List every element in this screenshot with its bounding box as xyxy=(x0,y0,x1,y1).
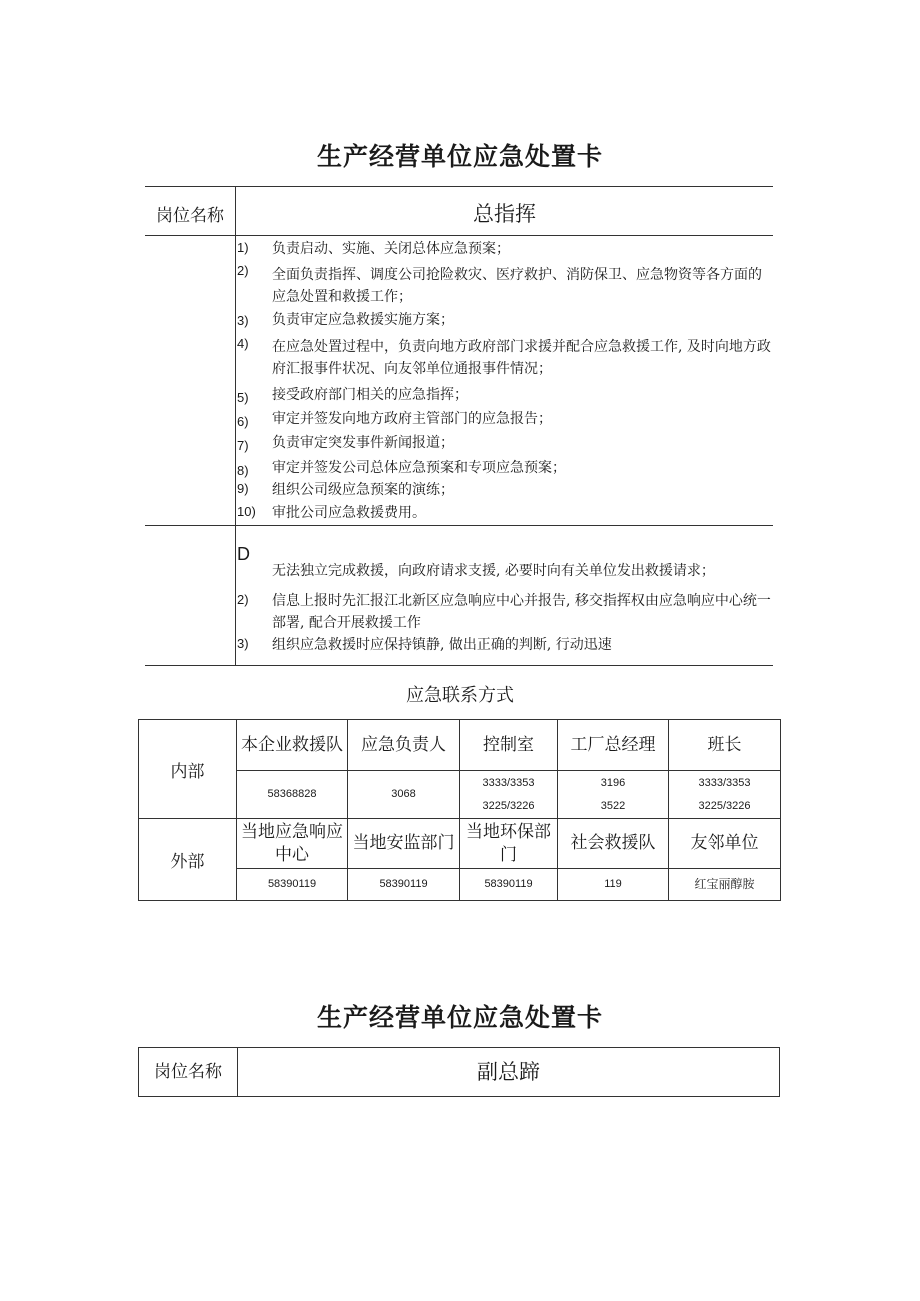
internal-value xyxy=(348,771,460,819)
phone-number: 3225/3226 xyxy=(698,799,751,812)
position-value: 总指挥 xyxy=(473,202,536,226)
phone-number: 3196 xyxy=(600,776,626,789)
duty-text: 接受政府部门相关的应急指挥； xyxy=(272,387,468,403)
external-value: 58390119 xyxy=(237,869,348,901)
duty-text: 负责启动、实施、关闭总体应急预案； xyxy=(272,241,510,257)
external-header: 社会救援队 xyxy=(558,819,669,869)
duty-number: 9) xyxy=(237,481,249,496)
note-text: 组织应急救援时应保持镇静, 做出正确的判断, 行动迅速 xyxy=(272,637,612,653)
external-value: 119 xyxy=(558,869,669,901)
external-header: 友邻单位 xyxy=(669,819,781,869)
note-number: 3) xyxy=(237,636,249,651)
duty-text: 负责审定应急救援实施方案； xyxy=(272,312,454,328)
contacts-title: 应急联系方式 xyxy=(406,685,514,706)
phone-number: 3522 xyxy=(600,799,626,812)
table-row xyxy=(139,720,781,771)
duty-text: 全面负责指挥、调度公司抢险救灾、医疗救护、消防保卫、应急物资等各方面的应急处置和救援工作； xyxy=(272,267,762,305)
duty-number: 4) xyxy=(237,336,249,351)
emergency-card-deputy xyxy=(138,1047,780,1097)
emergency-card-commander xyxy=(145,186,773,666)
duty-number: 6) xyxy=(237,414,249,429)
note-number: 2) xyxy=(237,592,249,607)
position-label: 岗位名称 xyxy=(139,1048,238,1096)
external-header: 当地应急响应中心 xyxy=(237,819,348,869)
duty-number: 3) xyxy=(237,313,249,328)
note-text: 无法独立完成救援，向政府请求支援, 必要时向有关单位发出救援请求； xyxy=(272,563,715,579)
external-header: 当地环保部门 xyxy=(460,819,558,869)
duty-number: 7) xyxy=(237,438,249,453)
internal-header: 班长 xyxy=(669,720,781,771)
note-number: D xyxy=(237,544,250,564)
duty-text: 审定并签发向地方政府主管部门的应急报告； xyxy=(272,411,552,427)
internal-value xyxy=(669,771,781,819)
card-title: 生产经营单位应急处置卡 xyxy=(316,142,603,171)
duty-text: 审批公司应急救援费用。 xyxy=(272,505,426,521)
phone-number: 3333/3353 xyxy=(482,776,535,789)
duty-number: 2) xyxy=(237,263,249,278)
row-divider xyxy=(145,525,773,526)
phone-number: 3333/3353 xyxy=(698,776,751,789)
duty-number: 8) xyxy=(237,463,249,478)
internal-header: 控制室 xyxy=(460,720,558,771)
phone-number: 58368828 xyxy=(267,788,317,800)
table-row xyxy=(139,819,781,869)
duty-number: 5) xyxy=(237,390,249,405)
external-value: 58390119 xyxy=(348,869,460,901)
row-divider xyxy=(145,235,773,236)
internal-header: 应急负责人 xyxy=(348,720,460,771)
duty-text: 在应急处置过程中，负责向地方政府部门求援并配合应急救援工作, 及时向地方政府汇报事件状况、向友邻单位通报事件情况； xyxy=(272,339,771,377)
column-divider xyxy=(235,187,236,665)
card-title: 生产经营单位应急处置卡 xyxy=(316,1003,603,1032)
phone-number: 3068 xyxy=(391,788,416,800)
note-text: 信息上报时先汇报江北新区应急响应中心并报告, 移交指挥权由应急响应中心统一部署, 配合开展救援工作 xyxy=(272,593,771,631)
external-header: 当地安监部门 xyxy=(348,819,460,869)
external-value: 红宝丽醇胺 xyxy=(669,869,781,901)
duty-number: 1) xyxy=(237,240,249,255)
external-value: 58390119 xyxy=(460,869,558,901)
contact-table xyxy=(138,719,781,901)
duty-number: 10) xyxy=(237,504,256,519)
position-label: 岗位名称 xyxy=(156,206,224,226)
phone-number: 3225/3226 xyxy=(482,799,535,812)
internal-header: 本企业救援队 xyxy=(237,720,348,771)
internal-header: 工厂总经理 xyxy=(558,720,669,771)
position-value: 副总蹄 xyxy=(477,1060,540,1084)
internal-value xyxy=(460,771,558,819)
duty-text: 负责审定突发事件新闻报道； xyxy=(272,435,454,451)
external-label: 外部 xyxy=(139,819,237,901)
internal-value xyxy=(558,771,669,819)
internal-value xyxy=(237,771,348,819)
duty-text: 审定并签发公司总体应急预案和专项应急预案； xyxy=(272,460,566,476)
duty-text: 组织公司级应急预案的演练； xyxy=(272,482,454,498)
internal-label: 内部 xyxy=(139,720,237,819)
